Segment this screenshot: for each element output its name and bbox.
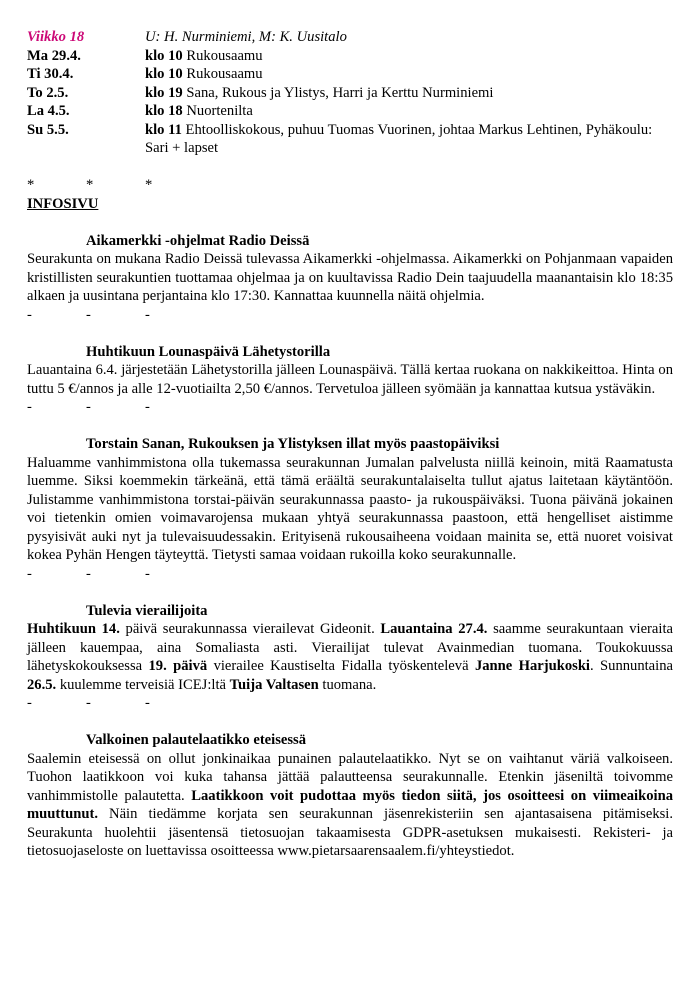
dash-mark: - (27, 399, 32, 415)
star-separator (27, 176, 673, 195)
bulletin-page (27, 28, 673, 861)
schedule-event: Rukousaamu (182, 66, 263, 82)
section-body: Lauantaina 6.4. järjestetään Lähetystorilla jälleen Lounaspäivä. Tällä kertaa ruokana on nakkikeittoa. Hinta on tuttu 5 €/annos ja alle 12-vuotiailta 2,50 €/annos. Tervetuloa jälleen syömään ja kannattaa kutsua ystäväkin. (27, 362, 673, 397)
dash-separator (27, 398, 673, 417)
star-mark: * (86, 177, 94, 193)
dash-mark: - (86, 399, 91, 415)
dash-separator (27, 565, 673, 584)
schedule-time: klo 10 (145, 47, 183, 64)
schedule-day: Ti 30.4. (27, 66, 74, 82)
dash-mark: - (145, 695, 150, 711)
week-label: Viikko 18 (27, 29, 85, 45)
section-title: Huhtikuun Lounaspäivä Lähetystorilla (86, 343, 331, 360)
week-leaders: U: H. Nurminiemi, M: K. Uusitalo (145, 29, 347, 45)
star-mark: * (145, 177, 153, 193)
schedule-event: Ehtoolliskokous, puhuu Tuomas Vuorinen, johtaa Markus Lehtinen, Pyhäkoulu: Sari + lapset (145, 121, 653, 156)
schedule-time: klo 11 (145, 121, 182, 138)
schedule-event: Rukousaamu (182, 47, 263, 64)
dash-mark: - (86, 306, 91, 323)
section-body: Saalemin eteisessä on ollut jonkinaikaa punainen palautelaatikko. Nyt se on vaihtanut väriä valkoiseen. Tuohon laatikkoon voi kuka tahansa jättää palautteensa seurakunnalle. Etenkin jäseniltä toivomme vanhimmistolle palautetta. Laatikkoon voit pudottaa myös tiedon siitä, jos osoitteesi on viimeaikoina muuttunut. Näin tiedämme korjata sen seurakunnan jäsenrekisteriin sen ajantasaisena pitämiseksi. Seurakunta huolehtii jäsentensä tietosuojan takaamisesta GDPR-asetuksen mukaisesti. Rekisteri- ja tietosuojaseloste on luettavissa osoitteessa www.pietarsaarensaalem.fi/yhteystiedot. (27, 750, 673, 859)
section-body: Huhtikuun 14. päivä seurakunnassa vierailevat Gideonit. Lauantaina 27.4. saamme seurakuntaan vieraita jälleen kauempaa, aina Somaliasta asti. Vierailijat tulevat Avainmedian tuomana. Toukokuussa lähetyskokouksessa 19. päivä vierailee Kaustiselta Fidalla työskentelevä Janne Harjukoski. Sunnuntaina 26.5. kuulemme terveisiä ICEJ:ltä Tuija Valtasen tuomana. (27, 621, 673, 693)
dash-mark: - (86, 695, 91, 711)
schedule-day: La 4.5. (27, 103, 70, 119)
dash-mark: - (86, 565, 91, 582)
dash-mark: - (27, 306, 32, 323)
schedule-event: Nuortenilta (182, 103, 253, 119)
schedule-header (27, 28, 673, 47)
schedule-row (27, 47, 673, 66)
section-title: Tulevia vierailijoita (86, 602, 208, 619)
schedule-time: klo 10 (145, 66, 183, 82)
section-title: Torstain Sanan, Rukouksen ja Ylistyksen illat myös paastopäiviksi (86, 436, 500, 452)
schedule-row (27, 84, 673, 103)
schedule-day: Su 5.5. (27, 121, 69, 138)
dash-mark: - (27, 565, 32, 582)
schedule-day: Ma 29.4. (27, 47, 81, 64)
schedule-row (27, 121, 673, 158)
dash-mark: - (145, 306, 150, 323)
schedule-time: klo 18 (145, 103, 183, 119)
schedule-time: klo 19 (145, 84, 183, 101)
dash-mark: - (145, 565, 150, 582)
section-title: Aikamerkki -ohjelmat Radio Deissä (86, 232, 310, 249)
section-body: Haluamme vanhimmistona olla tukemassa seurakunnan Jumalan palvelusta niillä keinoin, mitä Raamatusta luemme. Siksi koemmekin tärkeänä, että tämä eräältä seurakuntalaiselta tullut ajatus laitetaan käytäntöön. Julistamme vanhimmistona torstai-päivän seurakunnassa paasto- ja rukouspäiväksi. Tuona päivänä jokainen voi tietenkin omien voimavarojensa mukaan yhtyä seurakunnassa paastoon, että hengelliset aistimme pysyisivät auki nyt ja tulevaisuudessakin. Erityisenä rukousaiheena voidaan mainita se, että nuoret voisivat kokea Pyhän Hengen täyteyttä. Tietysti samaa voidaan rukoilla koko seurakunnalle. (27, 454, 673, 563)
section-title: Valkoinen palautelaatikko eteisessä (86, 732, 307, 748)
dash-mark: - (145, 399, 150, 415)
schedule-row (27, 102, 673, 121)
dash-separator (27, 694, 673, 713)
info-heading: INFOSIVU (27, 195, 99, 212)
section-body: Seurakunta on mukana Radio Deissä tulevassa Aikamerkki -ohjelmassa. Aikamerkki on Pohjanmaan vapaiden kristillisten seurakuntien tuottamaa ohjelmaa ja on kuultavissa Radio Dein taajuudella maanantaisin klo 18:35 alkaen ja uusintana perjantaina klo 17:30. Kannattaa kuunnella näitä ohjelmia. (27, 251, 673, 304)
schedule-event: Sana, Rukous ja Ylistys, Harri ja Kerttu Nurminiemi (182, 84, 494, 101)
dash-separator (27, 306, 673, 325)
schedule-day: To 2.5. (27, 84, 69, 101)
dash-mark: - (27, 695, 32, 711)
star-mark: * (27, 177, 35, 193)
schedule-row (27, 65, 673, 84)
